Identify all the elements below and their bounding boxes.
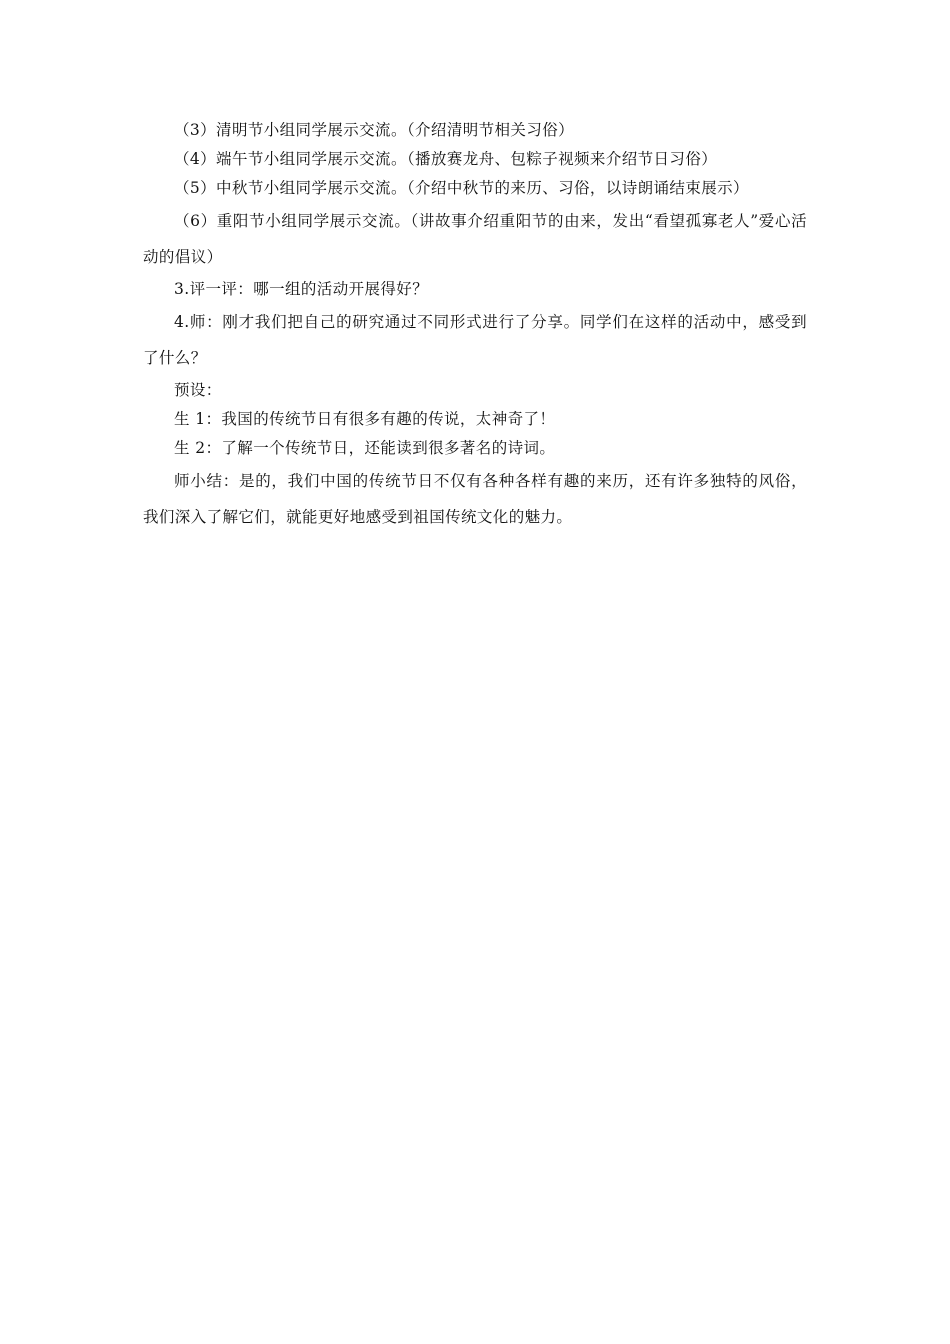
paragraph-qingming: （3）清明节小组同学展示交流。（介绍清明节相关习俗） (174, 121, 575, 139)
paragraph-teacher-summary: 师小结：是的，我们中国的传统节日不仅有各种各样有趣的来历，还有许多独特的风俗，我们深入了解它们，就能更好地感受到祖国传统文化的魅力。 (143, 472, 807, 526)
paragraph-duanwu: （4）端午节小组同学展示交流。（播放赛龙舟、包粽子视频来介绍节日习俗） (174, 150, 718, 168)
paragraph-student-1: 生 1：我国的传统节日有很多有趣的传说，太神奇了！ (174, 410, 556, 428)
document-body (143, 116, 807, 535)
paragraph-zhongqiu: （5）中秋节小组同学展示交流。（介绍中秋节的来历、习俗，以诗朗诵结束展示） (174, 179, 749, 197)
paragraph-teacher-question: 4.师：刚才我们把自己的研究通过不同形式进行了分享。同学们在这样的活动中，感受到了什么？ (143, 313, 807, 367)
paragraph-preset: 预设： (174, 381, 222, 399)
paragraph-student-2: 生 2：了解一个传统节日，还能读到很多著名的诗词。 (174, 439, 556, 457)
paragraph-evaluate: 3.评一评：哪一组的活动开展得好？ (174, 280, 429, 298)
paragraph-chongyang: （6）重阳节小组同学展示交流。（讲故事介绍重阳节的由来，发出“看望孤寡老人”爱心活动的倡议） (143, 212, 807, 266)
